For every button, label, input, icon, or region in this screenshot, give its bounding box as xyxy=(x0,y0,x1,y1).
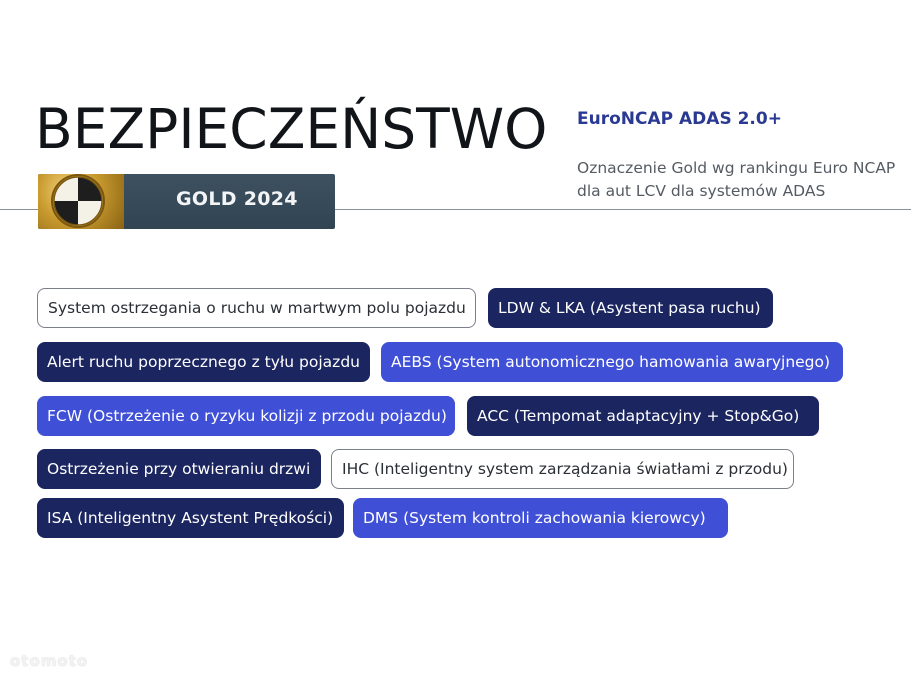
euroncap-description-line-1: Oznaczenie Gold wg rankingu Euro NCAP xyxy=(577,159,896,177)
feature-tag: ACC (Tempomat adaptacyjny + Stop&Go) xyxy=(467,396,819,436)
gold-rating-badge xyxy=(38,174,335,229)
feature-tag: System ostrzegania o ruchu w martwym polu pojazdu xyxy=(37,288,476,328)
feature-tag: LDW & LKA (Asystent pasa ruchu) xyxy=(488,288,773,328)
feature-tag: IHC (Inteligentny system zarządzania światłami z przodu) xyxy=(331,449,794,489)
euroncap-description xyxy=(577,157,907,203)
feature-tag: Ostrzeżenie przy otwieraniu drzwi xyxy=(37,449,321,489)
euroncap-heading: EuroNCAP ADAS 2.0+ xyxy=(577,109,782,129)
page-title: BEZPIECZEŃSTWO xyxy=(35,97,548,161)
feature-tag: AEBS (System autonomicznego hamowania awaryjnego) xyxy=(381,342,843,382)
badge-label: GOLD 2024 xyxy=(176,188,298,210)
feature-tag: Alert ruchu poprzecznego z tyłu pojazdu xyxy=(37,342,370,382)
crash-test-dummy-icon xyxy=(38,174,124,229)
feature-tag: DMS (System kontroli zachowania kierowcy) xyxy=(353,498,728,538)
feature-tag: ISA (Inteligentny Asystent Prędkości) xyxy=(37,498,344,538)
feature-tag: FCW (Ostrzeżenie o ryzyku kolizji z przodu pojazdu) xyxy=(37,396,455,436)
watermark: otomoto xyxy=(10,652,89,670)
euroncap-description-line-2: dla aut LCV dla systemów ADAS xyxy=(577,182,826,200)
